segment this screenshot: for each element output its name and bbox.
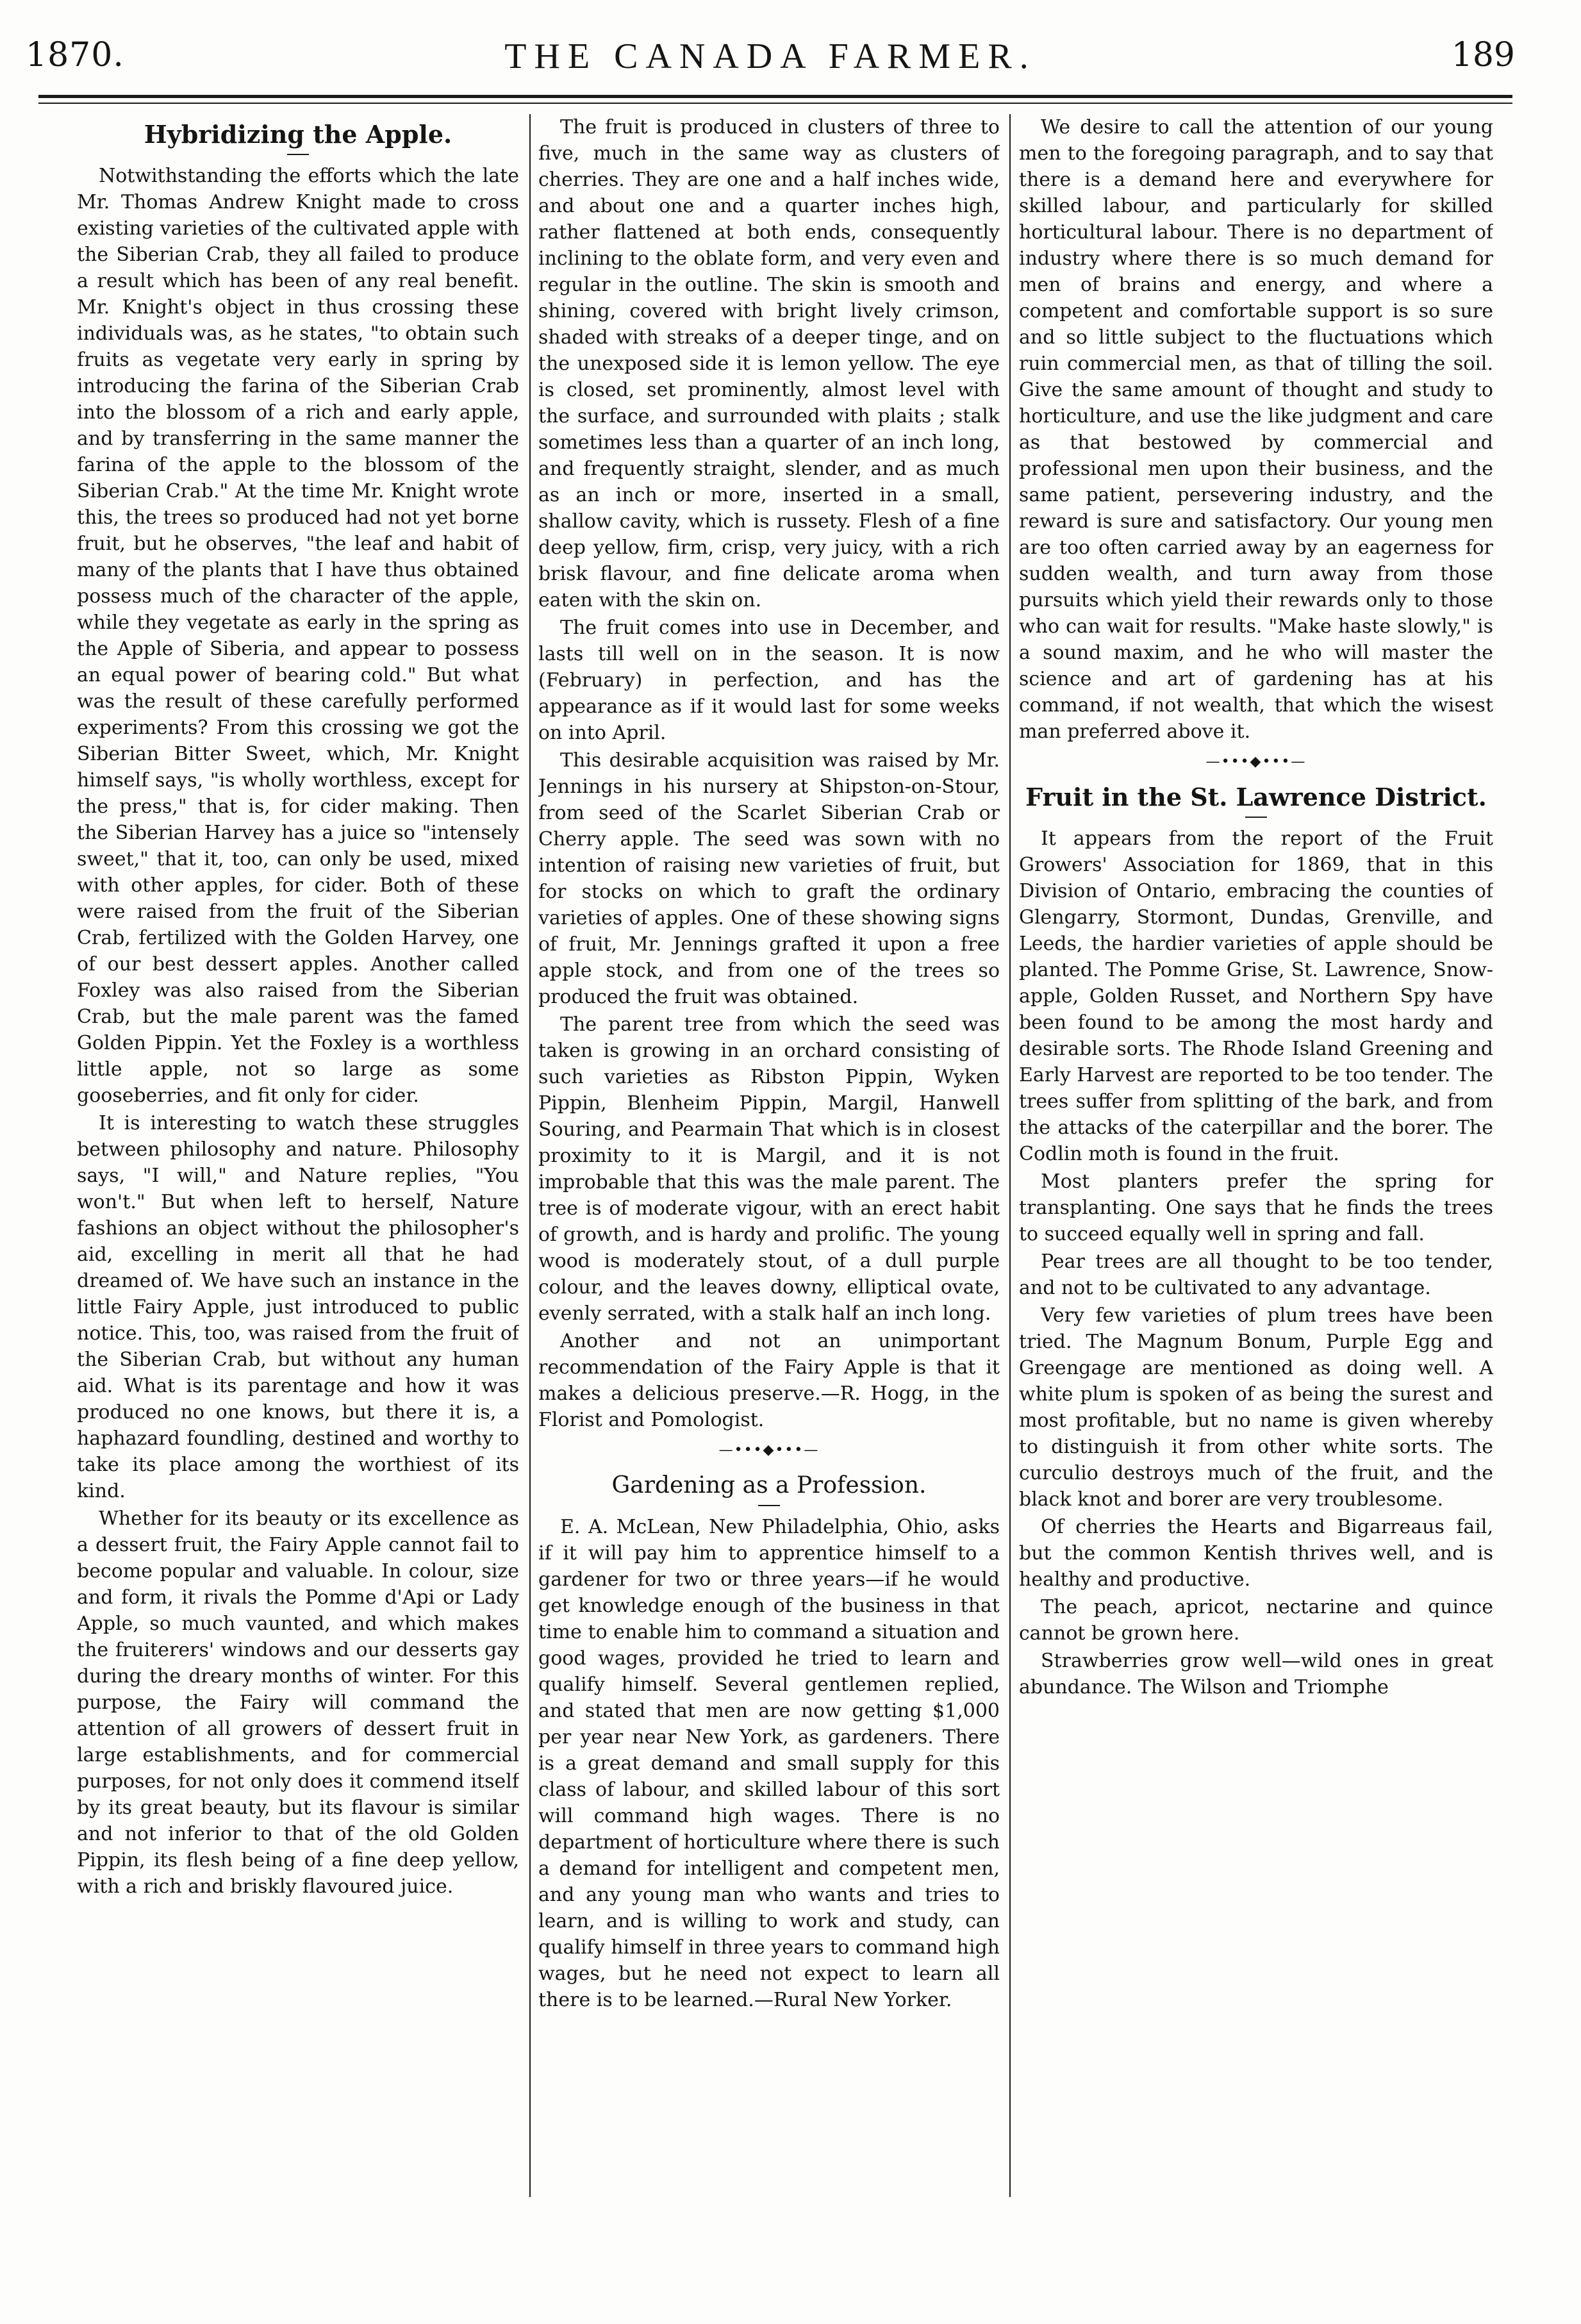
article-paragraph: It is interesting to watch these struggles between philosophy and nature. Philosophy says, "I will," and Nature replies, "You won't." But when left to herself, Nature fashions an object without the philosopher's aid, excelling in merit all that he had dreamed of. We have such an instance in the little Fairy Apple, just introduced to public notice. This, too, was raised from the fruit of the Siberian Crab, but without any human aid. What is its parentage and how it was produced no one knows, but there it is, a haphazard foundling, destined and worthy to take its place among the worthiest of its kind.: [77, 1112, 519, 1502]
article-paragraph: Very few varieties of plum trees have been tried. The Magnum Bonum, Purple Egg and Greengage are mentioned as doing well. A white plum is spoken of as being the surest and most profitable, but no name is given whereby to distinguish it from other white sorts. The curculio destroys much of the fruit, and the black knot and borer are very troublesome.: [1019, 1304, 1493, 1511]
divider-ornament: —•••◆•••—: [718, 1442, 820, 1458]
article-paragraph: Notwithstanding the efforts which the late Mr. Thomas Andrew Knight made to cross existing varieties of the cultivated apple with the Siberian Crab, they all failed to produce a result which has been of any real benefit. Mr. Knight's object in thus crossing these individuals was, as he states, "to obtain such fruits as vegetate very early in spring by introducing the farina of the Siberian Crab into the blossom of a rich and early apple, and by transferring in the same manner the farina of the apple to the blossom of the Siberian Crab." At the time Mr. Knight wrote this, the trees so produced had not yet borne fruit, but he observes, "the leaf and habit of many of the plants that I have thus obtained possess much of the character of the apple, while they vegetate as early in the spring as the Apple of Siberia, and appear to possess an equal power of bearing cold." But what was the result of these carefully performed experiments? From this crossing we got the Siberian Bitter Sweet, which, Mr. Knight himself says, "is wholly worthless, except for the press," that is, for cider making. Then the Siberian Harvey has a juice so "intensely sweet," that it, too, can only be used, mixed with other apples, for cider. Both of these were raised from the fruit of the Siberian Crab, fertilized with the Golden Harvey, one of our best dessert apples. Another called Foxley was also raised from the Siberian Crab, but the male parent was the famed Golden Pippin. Yet the Foxley is a worthless little apple, not so large as some gooseberries, and fit only for cider.: [77, 165, 519, 1107]
article-paragraph: The peach, apricot, nectarine and quince cannot be grown here.: [1019, 1596, 1493, 1645]
article-title-gardening: Gardening as a Profession.: [611, 1472, 927, 1498]
article-paragraph: The fruit comes into use in December, and lasts till well on in the season. It is now (February) in perfection, and has the appearance as if it would last for some weeks on into April.: [538, 617, 1000, 744]
column-right: [1019, 114, 1493, 2261]
article-paragraph: Pear trees are all thought to be too tender, and not to be cultivated to any advantage.: [1019, 1250, 1493, 1299]
article-paragraph: Whether for its beauty or its excellence as a dessert fruit, the Fairy Apple cannot fail to become popular and valuable. In colour, size and form, it rivals the Pomme d'Api or Lady Apple, so much vaunted, and which makes the fruiterers' windows and our desserts gay during the dreary months of winter. For this purpose, the Fairy will command the attention of all growers of dessert fruit in large establishments, and for commercial purposes, for not only does it commend itself by its great beauty, but its flavour is similar and not inferior to that of the old Golden Pippin, its flesh being of a fine deep yellow, with a rich and briskly flavoured juice.: [77, 1507, 519, 1898]
column-rule-right: [1009, 114, 1011, 2197]
header-year: 1870.: [26, 36, 124, 74]
masthead-title: THE CANADA FARMER.: [504, 37, 1036, 76]
header-rule-thin: [38, 103, 1512, 104]
article-paragraph: This desirable acquisition was raised by Mr. Jennings in his nursery at Shipston-on-Stour, from seed of the Scarlet Siberian Crab or Cherry apple. The seed was sown with no intention of raising new varieties of fruit, but for stocks on which to graft the ordinary varieties of apples. One of these showing signs of fruit, Mr. Jennings grafted it upon a free apple stock, and from one of the trees so produced the fruit was obtained.: [538, 749, 1000, 1008]
article-paragraph: E. A. McLean, New Philadelphia, Ohio, asks if it will pay him to apprentice himself to a gardener for two or three years—if he would get knowledge enough of the business in that time to enable him to command a situation and good wages, provided he tried to learn and qualify himself. Several gentlemen replied, and stated that men are now getting $1,000 per year near New York, as gardeners. There is a great demand and small supply for this class of labour, and skilled labour of this sort will command high wages. There is no department of horticulture where there is such a demand for intelligent and competent men, and any young man who wants and tries to learn, and is willing to work and study, can qualify himself in three years to command high wages, but he need not expect to learn all there is to be learned.—Rural New Yorker.: [538, 1516, 1000, 2011]
title-dash: [287, 154, 309, 155]
article-paragraph: The fruit is produced in clusters of three to five, much in the same way as clusters of cherries. They are one and a half inches wide, and about one and a quarter inches high, rather flattened at both ends, consequently inclining to the oblate form, and very even and regular in the outline. The skin is smooth and shining, covered with bright lively crimson, shaded with streaks of a deeper tinge, and on the unexposed side it is lemon yellow. The eye is closed, set prominently, almost level with the surface, and surrounded with plaits ; stalk sometimes less than a quarter of an inch long, and frequently straight, slender, and as much as an inch or more, inserted in a small, shallow cavity, which is russety. Flesh of a fine deep yellow, firm, crisp, very juicy, with a rich brisk flavour, and fine delicate aroma when eaten with the skin on.: [538, 116, 1000, 611]
section-divider: [538, 1443, 1000, 1457]
divider-ornament: —•••◆•••—: [1205, 754, 1307, 770]
column-rule-left: [529, 114, 531, 2197]
title-dash: [1245, 817, 1267, 818]
section-divider: [1019, 755, 1493, 769]
column-left: [77, 114, 519, 2261]
article-title-hybridizing: Hybridizing the Apple.: [144, 120, 452, 149]
article-paragraph: It appears from the report of the Fruit Growers' Association for 1869, that in this Division of Ontario, embracing the counties of Glengarry, Stormont, Dundas, Grenville, and Leeds, the hardier varieties of apple should be planted. The Pomme Grise, St. Lawrence, Snow-apple, Golden Russet, and Northern Spy have been found to be among the most hardy and desirable sorts. The Rhode Island Greening and Early Harvest are reported to be too tender. The trees suffer from splitting of the bark, and from the attacks of the caterpillar and the borer. The Codlin moth is found in the fruit.: [1019, 827, 1493, 1165]
article-paragraph: Of cherries the Hearts and Bigarreaus fail, but the common Kentish thrives well, and is healthy and productive.: [1019, 1516, 1493, 1591]
article-paragraph: Strawberries grow well—wild ones in great abundance. The Wilson and Triomphe: [1019, 1650, 1493, 1698]
column-middle: [538, 114, 1000, 2261]
article-paragraph: Most planters prefer the spring for transplanting. One says that he finds the trees to succeed equally well in spring and fall.: [1019, 1170, 1493, 1245]
title-dash: [758, 1505, 780, 1506]
article-paragraph: We desire to call the attention of our young men to the foregoing paragraph, and to say that there is a demand here and everywhere for skilled labour, and particularly for skilled horticultural labour. There is no department of industry where there is so much demand for men of brains and energy, and where a competent and comfortable support is so sure and so little subject to the fluctuations which ruin commercial men, as that of tilling the soil. Give the same amount of thought and study to horticulture, and use the like judgment and care as that bestowed by commercial and professional men upon their business, and the same patient, persevering industry, and the reward is sure and satisfactory. Our young men are too often carried away by an eagerness for sudden wealth, and turn away from those pursuits which yield their rewards only to those who can wait for results. "Make haste slowly," is a sound maxim, and he who will master the science and art of gardening has at his command, if not wealth, that which the wisest man preferred above it.: [1019, 116, 1493, 743]
article-title-fruit-st-lawrence: Fruit in the St. Lawrence District.: [1025, 783, 1487, 811]
page-number: 189: [1451, 36, 1515, 74]
article-paragraph: The parent tree from which the seed was taken is growing in an orchard consisting of such varieties as Ribston Pippin, Wyken Pippin, Blenheim Pippin, Margil, Hanwell Souring, and Pearmain That which is in closest proximity to it is Margil, and it is not improbable that this was the male parent. The tree is of moderate vigour, with an erect habit of growth, and is hardy and prolific. The young wood is moderately stout, of a dull purple colour, and the leaves downy, elliptical ovate, evenly serrated, with a stalk half an inch long.: [538, 1013, 1000, 1325]
article-paragraph: Another and not an unimportant recommendation of the Fairy Apple is that it makes a delicious preserve.—R. Hogg, in the Florist and Pomologist.: [538, 1330, 1000, 1431]
header-rule-thick: [38, 95, 1512, 98]
